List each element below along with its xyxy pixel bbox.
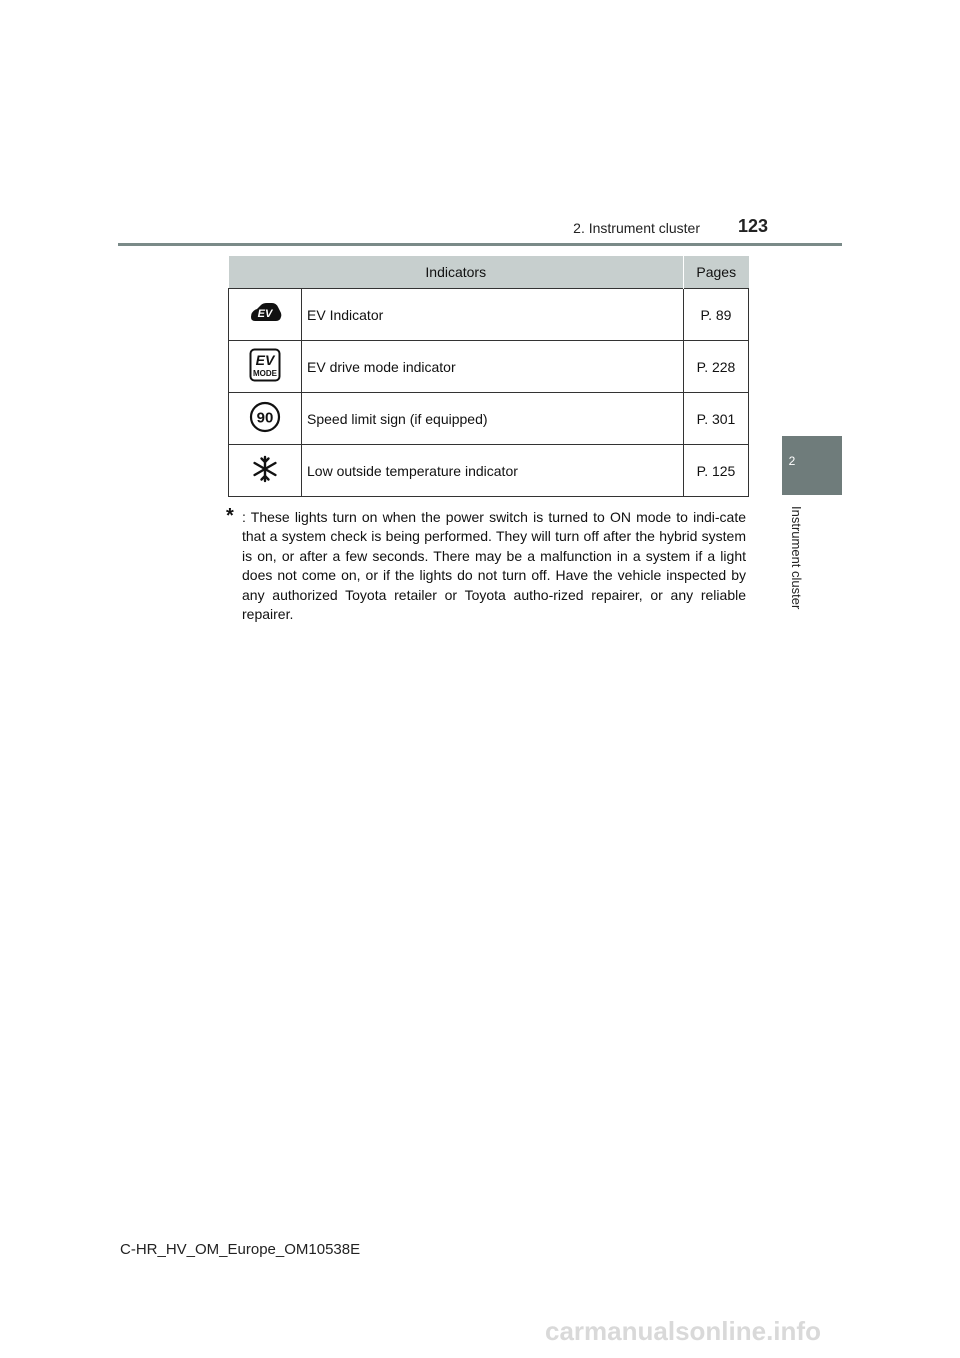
svg-text:EV: EV [257, 308, 273, 320]
page-number: 123 [738, 216, 769, 236]
page-reference: P. 301 [684, 393, 749, 445]
table-row [229, 445, 749, 497]
speed-limit-value: 90 [256, 409, 274, 427]
ev-mode-icon-top-text: EV [255, 352, 275, 368]
icon-cell [229, 393, 302, 445]
header-divider [118, 243, 842, 246]
page-reference: P. 89 [684, 289, 749, 341]
icon-cell [229, 341, 302, 393]
chapter-number: 2 [788, 454, 796, 468]
watermark: carmanualsonline.info [545, 1316, 821, 1346]
table-header-row [229, 256, 749, 289]
section-title: 2. Instrument cluster [573, 220, 700, 236]
icon-cell [229, 445, 302, 497]
table-row [229, 341, 749, 393]
chapter-tab [782, 436, 842, 495]
speed-limit-sign-icon [249, 401, 281, 436]
footnote [226, 505, 746, 624]
table-row [229, 289, 749, 341]
indicators-table [228, 256, 749, 497]
chapter-label [790, 506, 804, 626]
icon-cell [229, 289, 302, 341]
column-header-indicators: Indicators [229, 256, 684, 289]
footnote-text: : These lights turn on when the power switch is turned to ON mode to indi-cate that a system check is being performed. They will turn off after the hybrid system is on, or after a few seconds. There may be a malfunction in a system if a light does not come on, or if the lights do not turn off. Have the vehicle inspected by any authorized Toyota retailer or Toyota autho-rized repairer, or any reliable repairer. [242, 509, 746, 623]
document-code: C-HR_HV_OM_Europe_OM10538E [120, 1241, 361, 1258]
indicator-name: EV drive mode indicator [302, 341, 684, 393]
indicator-name: Speed limit sign (if equipped) [302, 393, 684, 445]
page-reference: P. 125 [684, 445, 749, 497]
ev-mode-icon [249, 348, 281, 385]
table-row [229, 393, 749, 445]
footnote-asterisk: * [226, 505, 234, 527]
indicator-name: Low outside temperature indicator [302, 445, 684, 497]
chapter-label-text: Instrument cluster [789, 506, 804, 610]
snowflake-icon [251, 455, 279, 486]
ev-mode-icon-bottom-text: MODE [253, 369, 277, 378]
page-reference: P. 228 [684, 341, 749, 393]
column-header-pages: Pages [684, 256, 749, 289]
ev-indicator-icon [248, 302, 282, 327]
indicator-name: EV Indicator [302, 289, 684, 341]
